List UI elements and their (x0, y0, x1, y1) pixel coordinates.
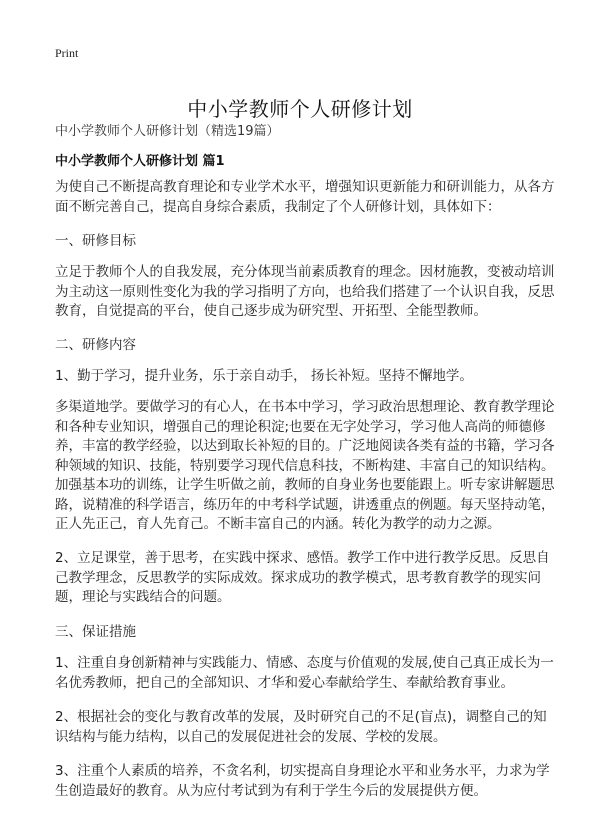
paragraph-text: 一、研修目标 (55, 233, 136, 249)
section-heading: 中小学教师个人研修计划 篇1 (55, 154, 225, 169)
paragraph-measures-3 (55, 762, 555, 801)
paragraph-text: 2、根据社会的变化与教育改革的发展，及时研究自己的不足(盲点)，调整自己的知识结构与能力结构，以自己的发展促进社会的发展、学校的发展。 (55, 709, 547, 745)
paragraph-text: 1、勤于学习，提升业务，乐于亲自动手， 扬长补短。坚持不懈地学。 (55, 368, 473, 384)
paragraph-measures-1 (55, 654, 555, 693)
paragraph-text: 1、注重自身创新精神与实践能力、情感、态度与价值观的发展,使自己真正成长为一名优秀教师，把自己的全部知识、才华和爱心奉献给学生、奉献给教育事业。 (55, 655, 554, 691)
paragraph-text: 二、研修内容 (55, 337, 136, 353)
paragraph-text: 多渠道地学。要做学习的有心人，在书本中学习，学习政治思想理论、教育教学理论和各种专业知识，增强自己的理论积淀;也要在无字处学习，学习他人高尚的师德修养，丰富的教学经验，以达到取长补短的目的。广泛地阅读各类有益的书籍，学习各种领域的知识、技能，特别要学习现代信息科技，不断构建、丰富自己的知识结构。加强基本功的训练，让学生听做之前，教师的自身业务也要能跟上。听专家讲解题思路，说精准的科学语言，练历年的中考科学试题，讲透重点的例题。每天坚持动笔，正人先正己，育人先育己。不断丰富自己的内涵。转化为教学的动力之源。 (55, 399, 555, 532)
document-subtitle: 中小学教师个人研修计划（精选19篇） (55, 124, 280, 139)
paragraph-content-detail (55, 398, 555, 535)
paragraph-text: 3、注重个人素质的培养，不贪名利，切实提高自身理论水平和业务水平，力求为学生创造最好的教育。从为应付考试到为有利于学生今后的发展提供方便。 (55, 763, 550, 799)
paragraph-content-1 (55, 367, 555, 387)
paragraph-content-2 (55, 549, 555, 608)
heading-goals (55, 232, 555, 252)
paragraph-text: 2、立足课堂，善于思考，在实践中探求、感悟。教学工作中进行教学反思。反思自己教学理念，反思教学的实际成效。探求成功的教学模式，思考教育教学的现实问题，理论与实践结合的问题。 (55, 550, 550, 605)
document-title: 中小学教师个人研修计划 (187, 97, 413, 122)
print-label[interactable]: Print (55, 46, 79, 60)
paragraph-intro (55, 178, 555, 217)
paragraph-text: 为使自己不断提高教育理论和专业学术水平，增强知识更新能力和研训能力，从各方面不断完善自己，提高自身综合素质，我制定了个人研修计划，具体如下： (55, 179, 555, 215)
paragraph-text: 三、保证措施 (55, 624, 136, 640)
paragraph-text: 立足于教师个人的自我发展，充分体现当前素质教育的理念。因材施教，变被动培训为主动这一原则性变化为我的学习指明了方向，也给我们搭建了一个认识自我，反思教育，自觉提高的平台，使自己逐步成为研究型、开拓型、全能型教师。 (55, 264, 555, 319)
heading-content (55, 336, 555, 356)
heading-measures (55, 623, 555, 643)
paragraph-measures-2 (55, 708, 555, 747)
paragraph-goals (55, 263, 555, 322)
